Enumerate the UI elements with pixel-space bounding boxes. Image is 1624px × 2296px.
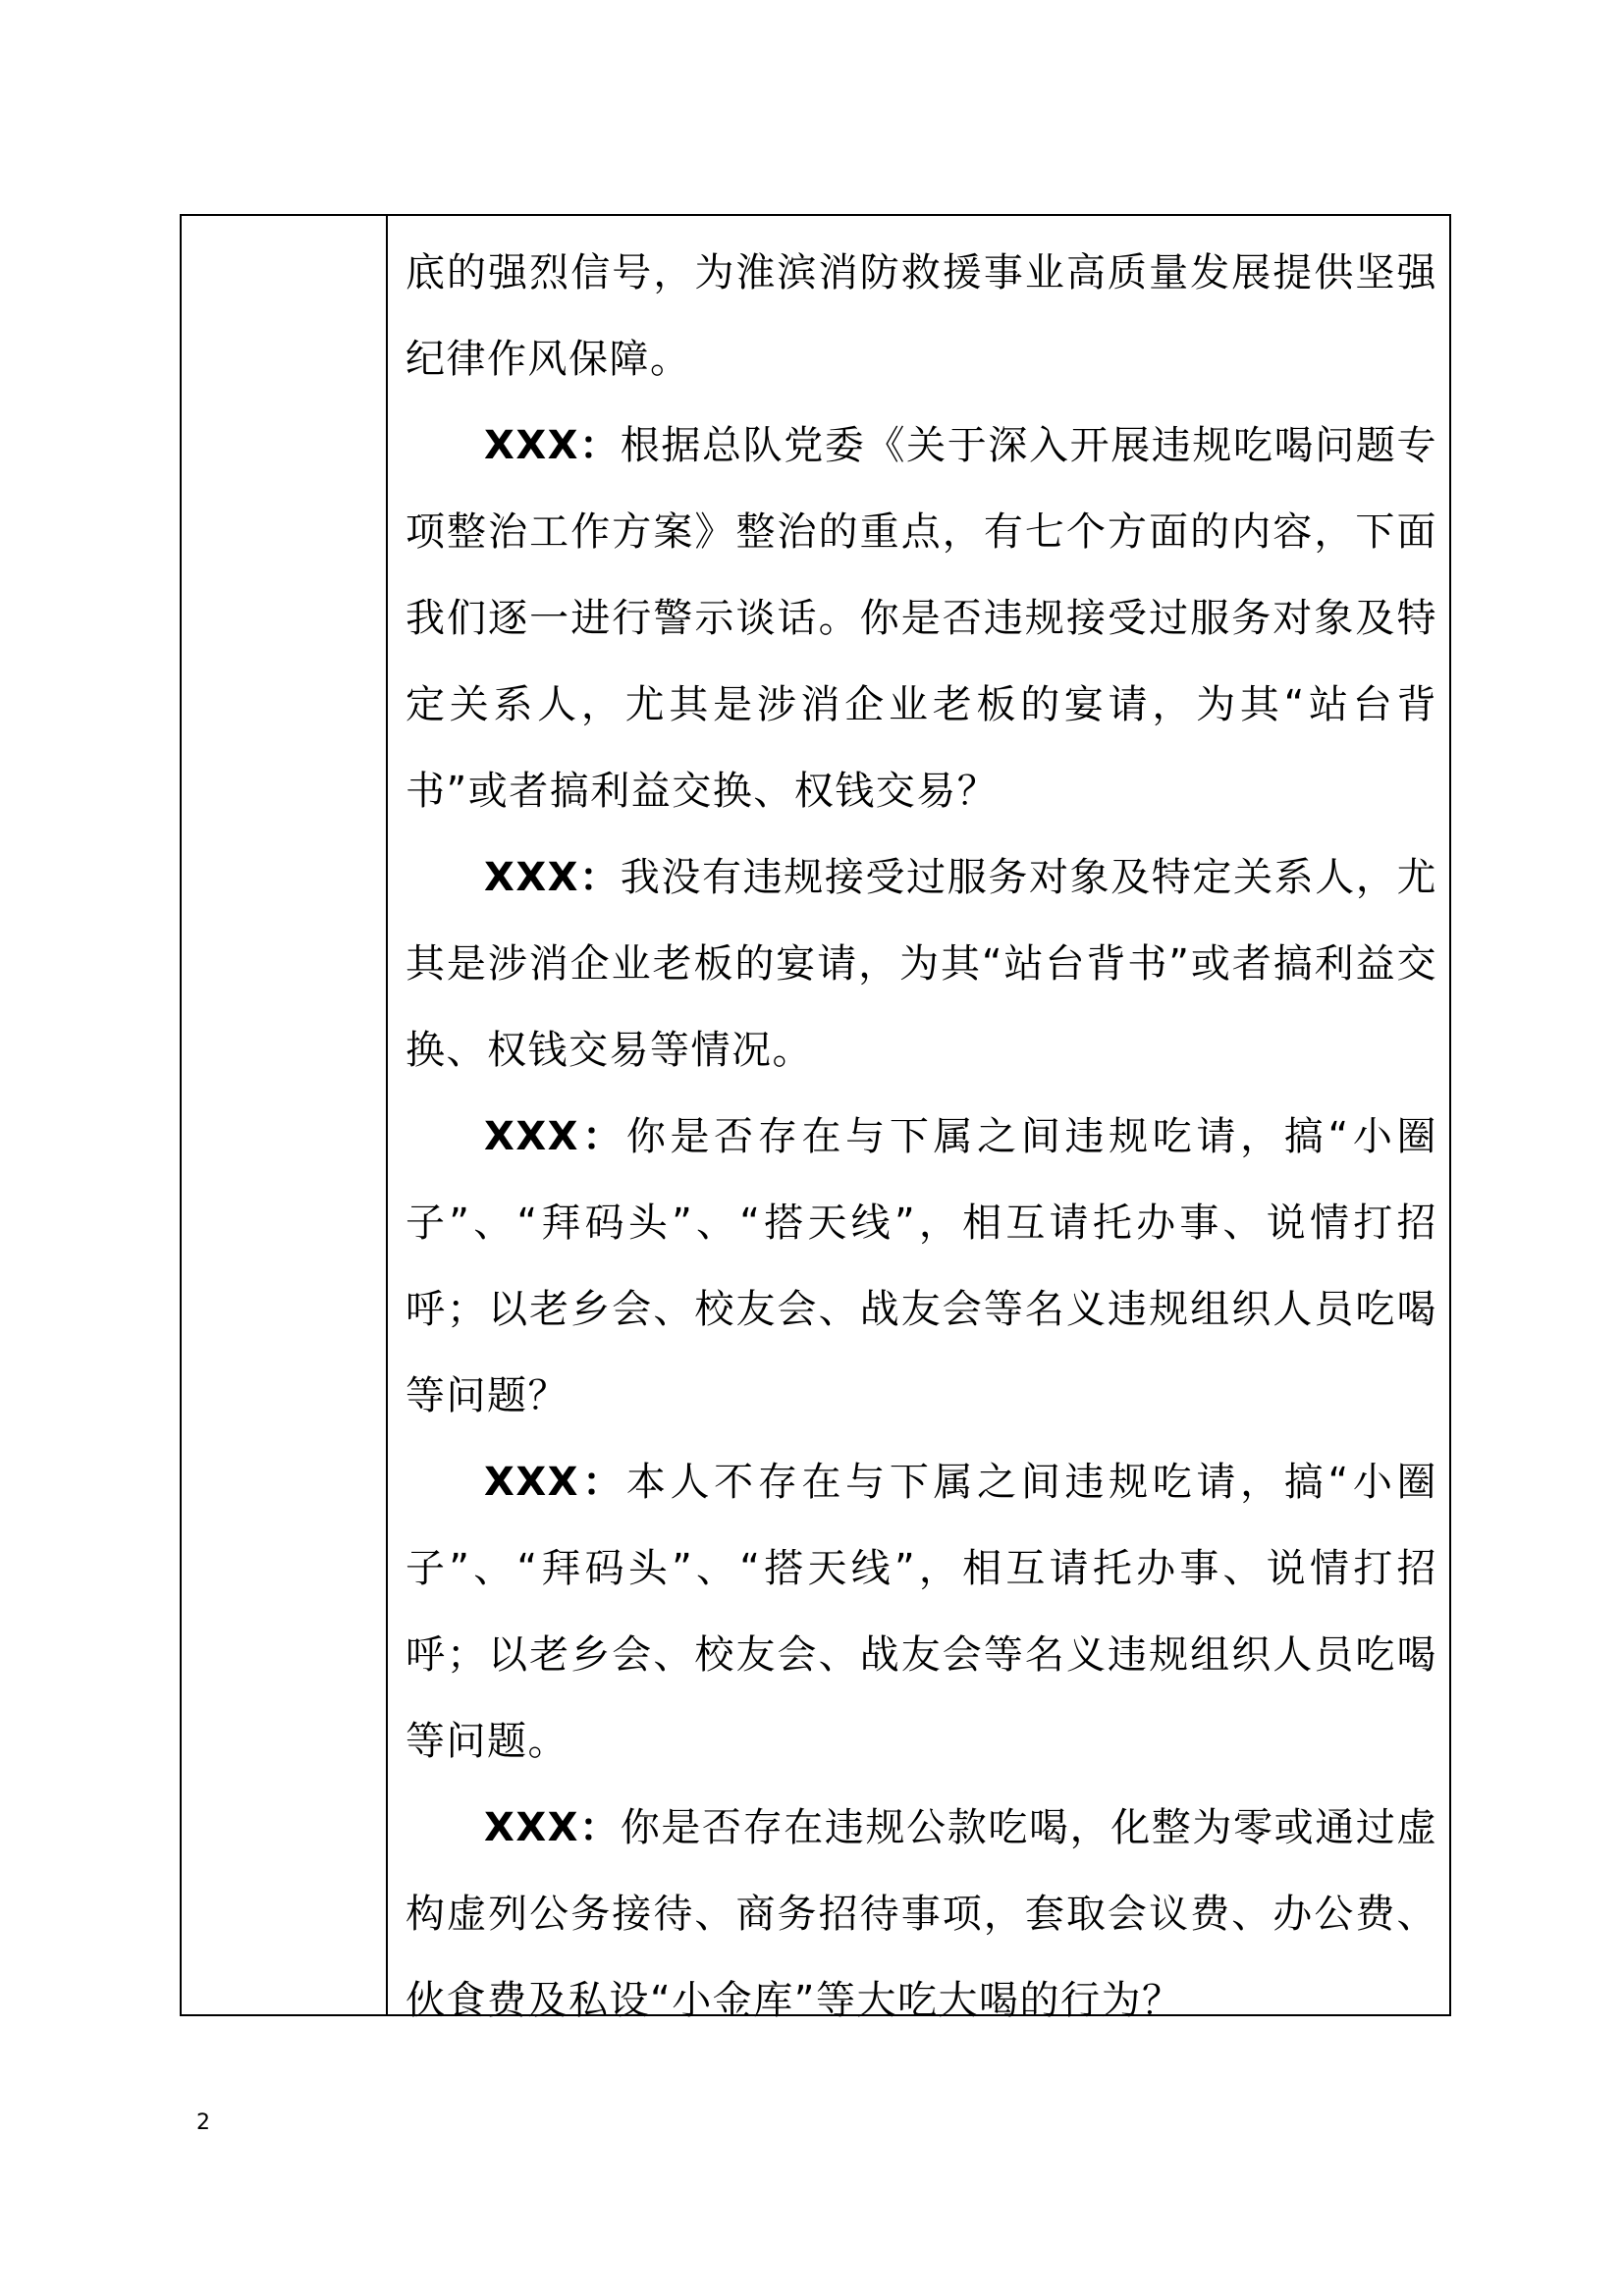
paragraph [406, 834, 1437, 1094]
speaker-label: XXX [484, 855, 580, 900]
paragraph-text: 根据总队党委《关于深入开展违规吃喝问题专项整治工作方案》整治的重点，有七个方面的内容，下面我们逐一进行警示谈话。你是否违规接受过服务对象及特定关系人，尤其是涉消企业老板的宴请，为其“站台背书”或者搞利益交换、权钱交易？ [406, 423, 1438, 814]
speaker-separator: ： [579, 423, 621, 468]
paragraph [406, 230, 1437, 402]
paragraph-text: 你是否存在与下属之间违规吃请，搞“小圈子”、“拜码头”、“搭天线”，相互请托办事、说情打招呼；以老乡会、校友会、战友会等名义违规组织人员吃喝等问题？ [406, 1114, 1437, 1418]
speaker-label: XXX [484, 1114, 580, 1159]
speaker-separator: ： [579, 1805, 621, 1850]
paragraph-text: 你是否存在违规公款吃喝，化整为零或通过虚构虚列公务接待、商务招待事项，套取会议费、办公费、伙食费及私设“小金库”等大吃大喝的行为？ [406, 1805, 1438, 2023]
speaker-separator: ： [579, 855, 621, 900]
paragraph-text: 底的强烈信号，为淮滨消防救援事业高质量发展提供坚强纪律作风保障。 [406, 250, 1437, 382]
page-number: 2 [196, 2110, 210, 2135]
paragraph [406, 402, 1437, 834]
speaker-separator: ： [579, 1114, 626, 1159]
paragraph [406, 1785, 1437, 2044]
speaker-label: XXX [484, 1805, 580, 1850]
paragraph [406, 1094, 1437, 1439]
record-table [180, 214, 1451, 2023]
content-column [388, 216, 1449, 2023]
label-column [182, 216, 388, 2014]
speaker-label: XXX [484, 423, 580, 468]
paragraph [406, 1439, 1437, 1785]
paragraph-text: 我没有违规接受过服务对象及特定关系人，尤其是涉消企业老板的宴请，为其“站台背书”或者搞利益交换、权钱交易等情况。 [406, 855, 1438, 1073]
paragraph-text: 本人不存在与下属之间违规吃请，搞“小圈子”、“拜码头”、“搭天线”，相互请托办事、说情打招呼；以老乡会、校友会、战友会等名义违规组织人员吃喝等问题。 [406, 1460, 1437, 1764]
speaker-separator: ： [579, 1460, 626, 1505]
speaker-label: XXX [484, 1460, 580, 1505]
